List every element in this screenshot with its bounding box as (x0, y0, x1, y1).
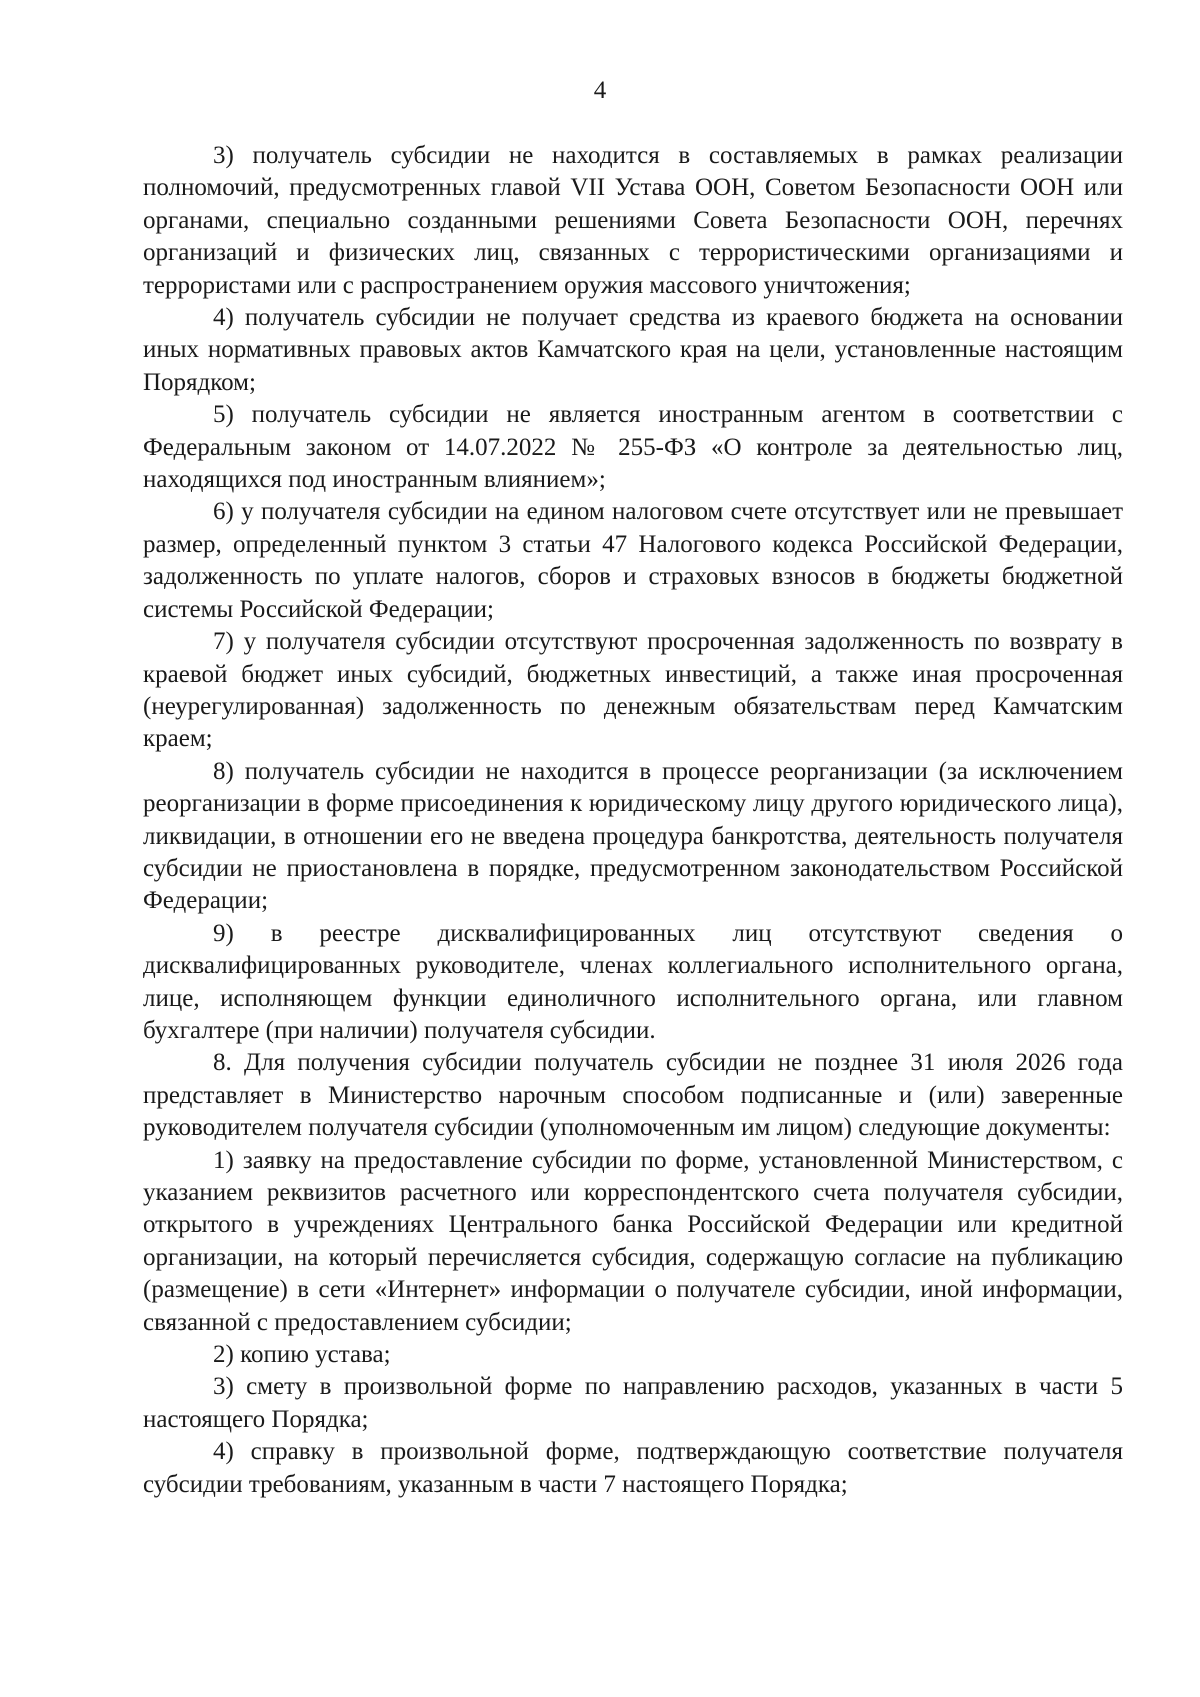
paragraph-requirement-7: 7) у получателя субсидии отсутствуют просроченная задолженность по возврату в краевой бюджет иных субсидий, бюджетных инвестиций, а также иная просроченная (неурегулированная) задолженность по денежным обязательствам перед Камчатским краем; (143, 628, 1123, 753)
paragraph-requirement-9: 9) в реестре дисквалифицированных лиц отсутствуют сведения о дисквалифицированных руководителе, членах коллегиального исполнительного органа, лице, исполняющем функции единоличного исполнительного органа, или главном бухгалтере (при наличии) получателя субсидии. (143, 919, 1123, 1044)
paragraph-document-4: 4) справку в произвольной форме, подтверждающую соответствие получателя субсидии требованиям, указанным в части 7 настоящего Порядка; (143, 1438, 1123, 1498)
page-number: 4 (593, 77, 607, 104)
paragraph-requirement-8: 8) получатель субсидии не находится в процессе реорганизации (за исключением реорганизации в форме присоединения к юридическому лицу другого юридического лица), ликвидации, в отношении его не введена процедура банкротства, деятельность получателя субсидии не приостановлена в порядке, предусмотренном законодательством Российской Федерации; (143, 757, 1123, 915)
paragraph-requirement-6: 6) у получателя субсидии на едином налоговом счете отсутствует или не превышает размер, определенный пунктом 3 статьи 47 Налогового кодекса Российской Федерации, задолженность по уплате налогов, сборов и страховых взносов в бюджеты бюджетной системы Российской Федерации; (143, 498, 1123, 623)
paragraph-document-1: 1) заявку на предоставление субсидии по форме, установленной Министерством, с указанием реквизитов расчетного или корреспондентского счета получателя субсидии, открытого в учреждениях Центрального банка Российской Федерации или кредитной организации, на который перечисляется субсидия, содержащую согласие на публикацию (размещение) в сети «Интернет» информации о получателе субсидии, иной информации, связанной с предоставлением субсидии; (143, 1146, 1123, 1336)
paragraph-requirement-5: 5) получатель субсидии не является иностранным агентом в соответствии с Федеральным законом от 14.07.2022 № 255-ФЗ «О контроле за деятельностью лиц, находящихся под иностранным влиянием»; (143, 401, 1123, 494)
paragraph-section-8: 8. Для получения субсидии получатель субсидии не позднее 31 июля 2026 года представляет в Министерство нарочным способом подписанные и (или) заверенные руководителем получателя субсидии (уполномоченным им лицом) следующие документы: (143, 1049, 1123, 1142)
paragraph-document-3: 3) смету в произвольной форме по направлению расходов, указанных в части 5 настоящего Порядка; (143, 1373, 1123, 1433)
paragraph-requirement-4: 4) получатель субсидии не получает средства из краевого бюджета на основании иных нормативных правовых актов Камчатского края на цели, установленные настоящим Порядком; (143, 304, 1123, 396)
paragraph-document-2: 2) копию устава; (213, 1341, 391, 1369)
paragraph-requirement-3: 3) получатель субсидии не находится в составляемых в рамках реализации полномочий, предусмотренных главой VII Устава ООН, Советом Безопасности ООН или органами, специально созданными решениями Совета Безопасности ООН, перечнях организаций и физических лиц, связанных с террористическими организациями и террористами или с распространением оружия массового уничтожения; (143, 142, 1123, 299)
document-body (143, 140, 1123, 1501)
